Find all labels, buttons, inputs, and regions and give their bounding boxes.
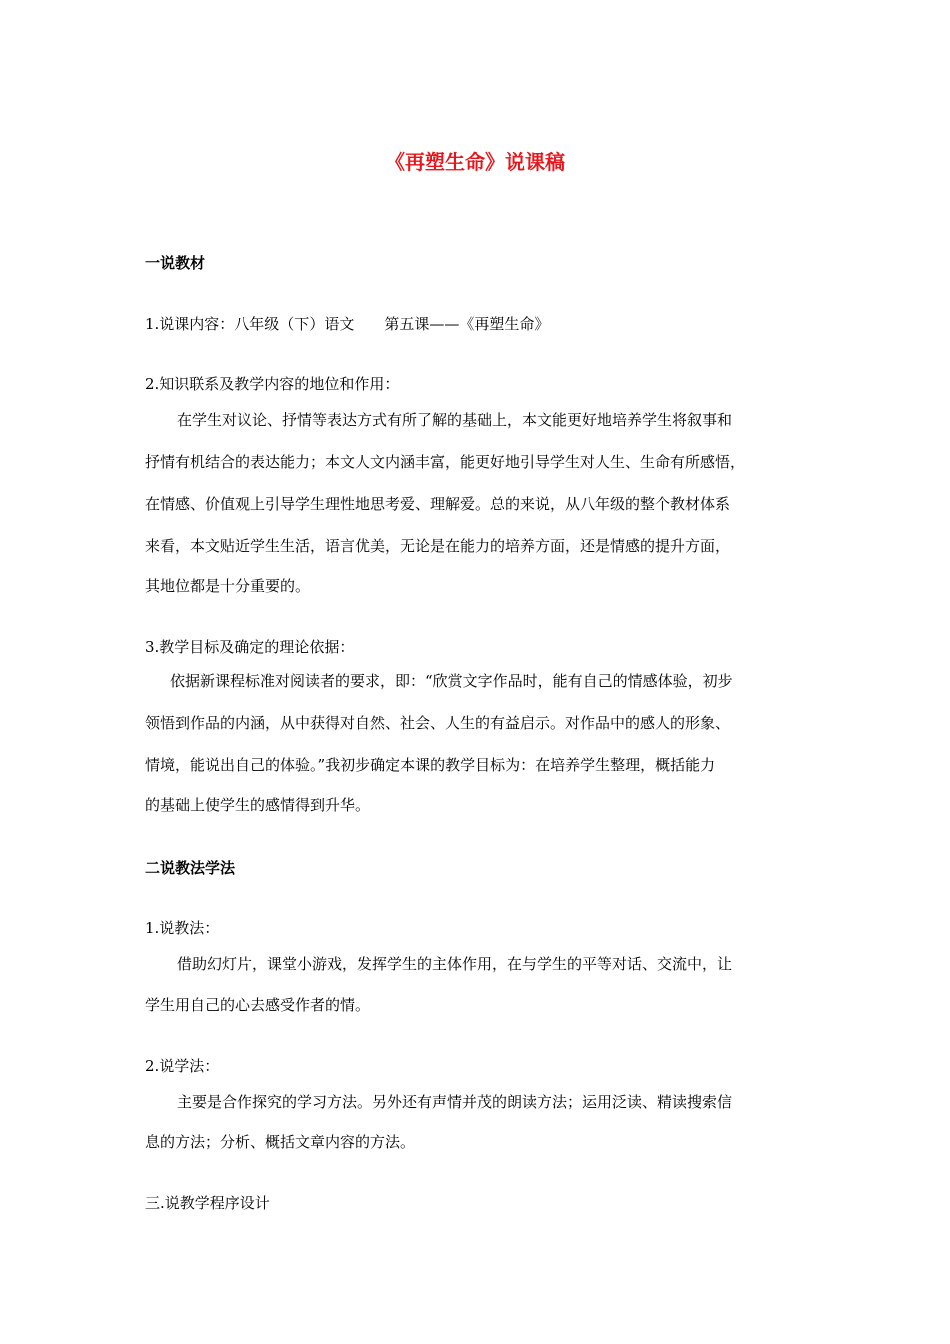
paragraph-line: 领悟到作品的内涵，从中获得对自然、社会、人生的有益启示。对作品中的感人的形象、: [145, 714, 731, 732]
item-learning-method: 2.说学法：: [145, 1057, 220, 1075]
section-heading-teaching-material: 一说教材: [145, 254, 206, 272]
section-heading-teaching-methods: 二说教法学法: [145, 859, 236, 877]
paragraph-line: 依据新课程标准对阅读者的要求，即：“欣赏文字作品时，能有自己的情感体验，初步: [170, 672, 733, 690]
paragraph-line: 在情感、价值观上引导学生理性地思考爱、理解爱。总的来说，从八年级的整个教材体系: [145, 495, 731, 513]
paragraph-line: 在学生对议论、抒情等表达方式有所了解的基础上，本文能更好地培养学生将叙事和: [177, 411, 733, 429]
section-heading-procedure-design: 三.说教学程序设计: [145, 1194, 270, 1212]
paragraph-line: 抒情有机结合的表达能力；本文人文内涵丰富，能更好地引导学生对人生、生命有所感悟，: [145, 453, 746, 471]
item-knowledge-link: 2.知识联系及教学内容的地位和作用：: [145, 375, 400, 393]
paragraph-line: 情境，能说出自己的体验。”我初步确定本课的教学目标为：在培养学生整理，概括能力: [145, 756, 716, 774]
paragraph-line: 的基础上使学生的感情得到升华。: [145, 796, 371, 814]
paragraph-line: 借助幻灯片，课堂小游戏，发挥学生的主体作用，在与学生的平等对话、交流中，让: [177, 955, 733, 973]
item-lesson-content: 1.说课内容：八年级（下）语文 第五课——《再塑生命》: [145, 315, 550, 333]
paragraph-line: 学生用自己的心去感受作者的情。: [145, 996, 371, 1014]
item-teaching-method: 1.说教法：: [145, 919, 220, 937]
paragraph-line: 息的方法；分析、概括文章内容的方法。: [145, 1133, 416, 1151]
paragraph-line: 主要是合作探究的学习方法。另外还有声情并茂的朗读方法；运用泛读、精读搜索信: [177, 1093, 733, 1111]
document-title: 《再塑生命》说课稿: [385, 150, 565, 174]
paragraph-line: 来看，本文贴近学生生活，语言优美，无论是在能力的培养方面，还是情感的提升方面，: [145, 537, 731, 555]
item-teaching-goals: 3.教学目标及确定的理论依据：: [145, 638, 355, 656]
paragraph-line: 其地位都是十分重要的。: [145, 577, 311, 595]
